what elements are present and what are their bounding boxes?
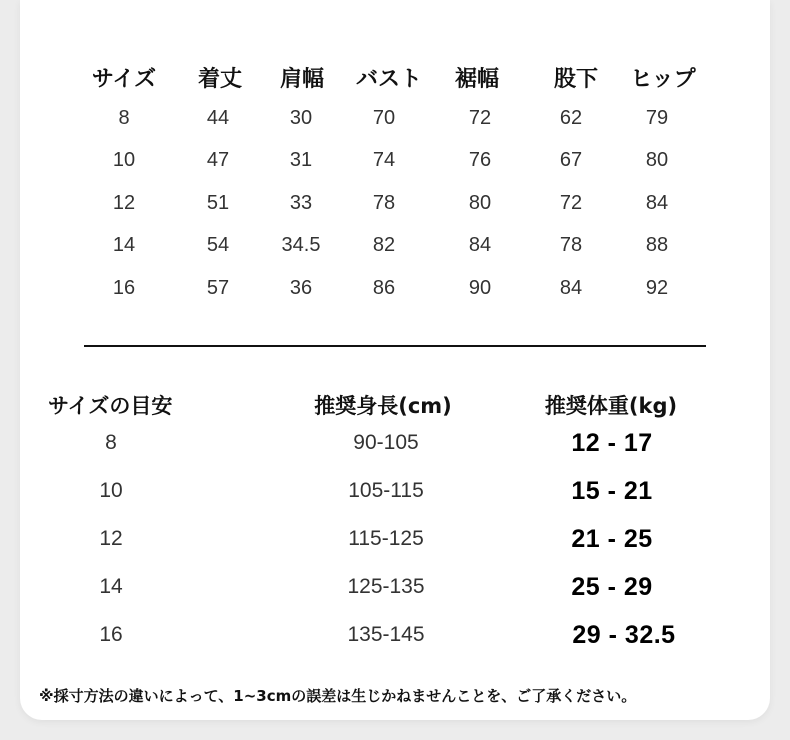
table-cell: 76	[468, 149, 492, 171]
divider	[84, 345, 706, 347]
table-cell: 57	[206, 277, 230, 299]
table-cell: 125-135	[347, 575, 425, 598]
table-cell: 16	[99, 623, 123, 646]
table-cell: 15 - 21	[571, 477, 653, 505]
size-table-header: 着丈	[197, 67, 243, 92]
table-cell: 86	[372, 277, 396, 299]
size-table-header: 裾幅	[454, 67, 500, 92]
table-cell: 92	[645, 277, 669, 299]
table-cell: 30	[289, 107, 313, 129]
table-cell: 115-125	[348, 527, 424, 550]
table-cell: 67	[559, 149, 583, 171]
table-cell: 14	[99, 575, 123, 598]
table-cell: 12 - 17	[571, 429, 653, 457]
table-cell: 78	[372, 192, 396, 214]
size-table-header: ヒップ	[630, 67, 696, 92]
table-cell: 105-115	[348, 479, 424, 502]
footnote: ※採寸方法の違いによって、1~3cmの誤差は生じかねませんことを、ご了承ください。	[39, 687, 637, 705]
table-cell: 16	[112, 277, 136, 299]
table-cell: 70	[372, 107, 396, 129]
table-cell: 8	[105, 431, 117, 454]
table-cell: 21 - 25	[571, 525, 653, 553]
table-cell: 33	[289, 192, 313, 214]
guide-table-header: 推奨身長(cm)	[314, 394, 452, 418]
table-cell: 10	[99, 479, 123, 502]
table-cell: 10	[112, 149, 136, 171]
table-cell: 82	[372, 234, 396, 256]
table-cell: 51	[206, 192, 230, 214]
table-cell: 84	[468, 234, 492, 256]
table-cell: 34.5	[281, 234, 321, 256]
table-cell: 90-105	[353, 431, 419, 454]
table-cell: 90	[468, 277, 492, 299]
table-cell: 31	[289, 149, 313, 171]
size-table-header: サイズ	[91, 67, 157, 92]
table-cell: 72	[559, 192, 583, 214]
table-cell: 80	[468, 192, 492, 214]
table-cell: 12	[112, 192, 136, 214]
table-cell: 72	[468, 107, 492, 129]
table-cell: 54	[206, 234, 230, 256]
table-cell: 29 - 32.5	[572, 621, 676, 649]
table-cell: 135-145	[347, 623, 425, 646]
size-table-header: 股下	[553, 67, 599, 92]
guide-table-header: サイズの目安	[48, 394, 173, 418]
table-cell: 84	[645, 192, 669, 214]
size-table-header: 肩幅	[279, 67, 325, 92]
table-cell: 62	[559, 107, 583, 129]
size-table-header: バスト	[355, 67, 423, 92]
table-cell: 8	[118, 107, 130, 129]
table-cell: 88	[645, 234, 669, 256]
guide-table-header: 推奨体重(kg)	[544, 394, 678, 418]
table-cell: 14	[112, 234, 136, 256]
table-cell: 80	[645, 149, 669, 171]
table-cell: 84	[559, 277, 583, 299]
table-cell: 79	[645, 107, 669, 129]
table-cell: 12	[99, 527, 123, 550]
table-cell: 47	[206, 149, 230, 171]
table-cell: 36	[289, 277, 313, 299]
table-cell: 25 - 29	[571, 573, 653, 601]
table-cell: 44	[206, 107, 230, 129]
table-cell: 78	[559, 234, 583, 256]
table-cell: 74	[372, 149, 396, 171]
